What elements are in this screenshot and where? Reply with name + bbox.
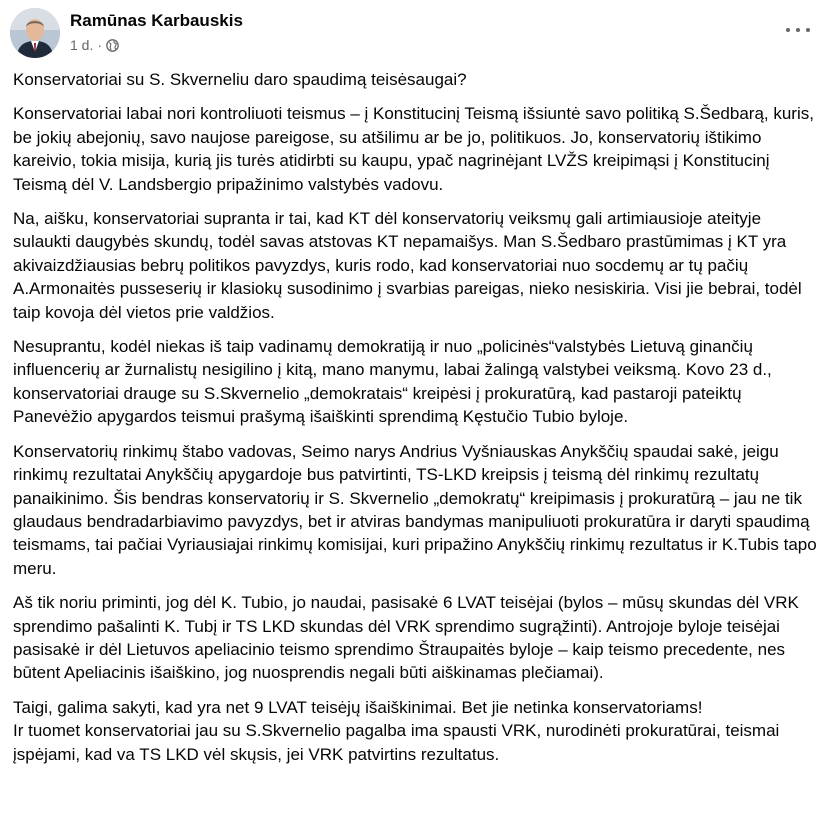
post-meta: [70, 37, 119, 53]
author-avatar[interactable]: [10, 8, 60, 58]
author-name[interactable]: Ramūnas Karbauskis: [70, 11, 243, 30]
post-paragraph: Konservatorių rinkimų štabo vadovas, Seimo narys Andrius Vyšniauskas Anykščių spaudai sakė, jeigu rinkimų rezultatai Anykščių apygardoje bus patvirtinti, TS-LKD kreipsis į teismą dėl rinkimų rezultatų panaikinimo. Šis bendras konservatorių ir S. Skvernelio „demokratų“ kreipimasis į prokuratūrą – jau ne tik glaudaus bendradarbiavimo pavyzdys, bet ir atviras bandymas manipuliuoti prokuratūra ir daryti spaudimą teismams, tai pačiai Vyriausiajai rinkimų komisijai, kuri pripažino Anykščių rinkimų rezultatus ir K.Tubis tapo meru.: [13, 441, 817, 578]
post-text: [13, 68, 821, 777]
post-paragraph: Na, aišku, konservatoriai supranta ir tai, kad KT dėl konservatorių veiksmų gali artimiausioje ateityje sulaukti daugybės skundų, todėl savas atstovas KT nepamaišys. Man S.Šedbaro prastūmimas į KT yra akivaizdžiausias bebrų politikos pavyzdys, kuris rodo, kad konservatoriai nuo socdemų ar tų pačių A.Armonaitės pusseserių ir klasiokų susodinimo į svarbias pareigas, nieko nesiskiria. Visi jie bebrai, todėl taip kovoja dėl vietos prie valdžios.: [13, 209, 802, 322]
post-paragraph: Konservatoriai labai nori kontroliuoti teismus – į Konstitucinį Teismą išsiuntė savo politiką S.Šedbarą, kuris, be jokių abejonių, savo naujose pareigose, su atšilimu ar be jo, politikuos. Jo, konservatorių ištikimo kareivio, tokia misija, kurią jis turės atidirbti su kaupu, ypač nagrinėjant LVŽS kreipimąsi į Konstitucinį Teismą dėl V. Landsbergio pripažinimo valstybės vadovu.: [13, 104, 814, 194]
post-header: [10, 8, 820, 60]
post-time[interactable]: 1 d.: [70, 37, 94, 53]
meta-separator: ·: [97, 37, 103, 53]
post-paragraph: Taigi, galima sakyti, kad yra net 9 LVAT teisėjų išaiškinimai. Bet jie netinka konservatoriams! Ir tuomet konservatoriai jau su S.Skvernelio pagalba ima spausti VRK, nurodinėti prokuratūrai, teismai įspėjami, kad va TS LKD vėl skųsis, jei VRK patvirtins rezultatus.: [13, 697, 780, 764]
dot: [806, 28, 810, 32]
more-options-icon[interactable]: [786, 20, 810, 40]
avatar-photo-icon: [10, 8, 60, 58]
globe-icon: [106, 39, 119, 52]
post-paragraph: Konservatoriai su S. Skverneliu daro spaudimą teisėsaugai?: [13, 70, 467, 89]
post-paragraph: Nesuprantu, kodėl niekas iš taip vadinamų demokratiją ir nuo „policinės“valstybės Lietuvą ginančių influencerių ar žurnalistų nesigilino į kitą, mano manymu, labai žalingą valstybei veiksmą. Kovo 23 d., konservatoriai drauge su S.Skvernelio „demokratais“ kreipėsi į prokuratūrą, kad pastaroji pateiktų Panevėžio apygardos teismui prašymą išaiškinti sprendimą Kęstučio Tubio byloje.: [13, 337, 772, 427]
dot: [796, 28, 800, 32]
dot: [786, 28, 790, 32]
post-paragraph: Aš tik noriu priminti, jog dėl K. Tubio, jo naudai, pasisakė 6 LVAT teisėjai (bylos – mūsų skundas dėl VRK sprendimo pašalinti K. Tubį ir TS LKD skundas dėl VRK sprendimo sugrąžinti). Antrojoje byloje teisėjai pasisakė ir dėl Lietuvos apeliacinio teismo sprendimo Štraupaitės byloje – kaip teismo precedente, nes būtent Apeliacinis išaiškino, jog nuosprendis negali būti aiškinamas plečiamai).: [13, 593, 799, 683]
